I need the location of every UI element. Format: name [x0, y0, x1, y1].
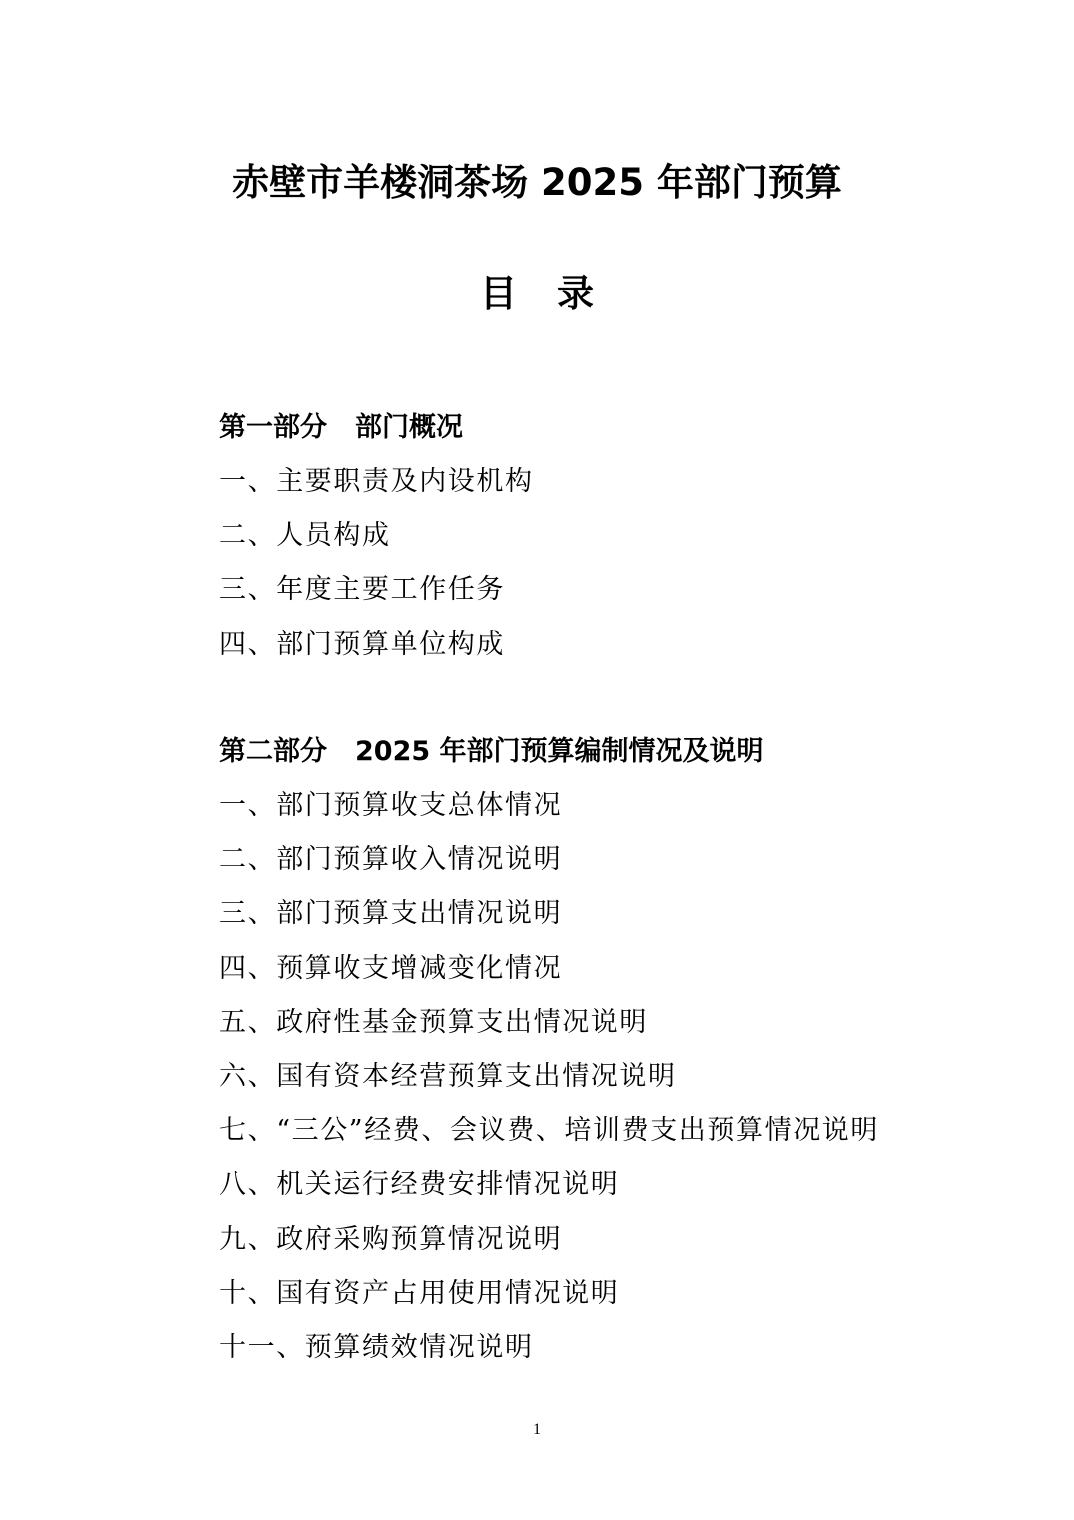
document-title: 赤壁市羊楼洞茶场 2025 年部门预算: [232, 161, 842, 204]
toc-item-2-5[interactable]: 五、政府性基金预算支出情况说明: [219, 1006, 648, 1038]
part-1-title: 部门概况: [355, 412, 463, 443]
toc-item-2-9[interactable]: 九、政府采购预算情况说明: [219, 1223, 563, 1255]
toc-item-1-2[interactable]: 二、人员构成: [219, 520, 391, 552]
part-2-title: 2025 年部门预算编制情况及说明: [355, 736, 764, 767]
toc-heading: [0, 266, 1074, 322]
toc-item-2-2[interactable]: 二、部门预算收入情况说明: [219, 844, 563, 876]
toc-item-2-6[interactable]: 六、国有资本经营预算支出情况说明: [219, 1060, 677, 1092]
toc-part-1: [219, 408, 999, 679]
toc-item-2-3[interactable]: 三、部门预算支出情况说明: [219, 898, 563, 930]
toc-item-1-4[interactable]: 四、部门预算单位构成: [219, 628, 505, 660]
part-2-label: 第二部分: [219, 736, 327, 767]
toc-heading-char-1: 目: [480, 272, 517, 315]
toc-item-2-8[interactable]: 八、机关运行经费安排情况说明: [219, 1169, 620, 1201]
part-2-heading: [219, 732, 999, 772]
toc-heading-char-2: 录: [557, 272, 594, 315]
toc-item-2-4[interactable]: 四、预算收支增减变化情况: [219, 952, 563, 984]
toc-item-1-3[interactable]: 三、年度主要工作任务: [219, 574, 505, 606]
toc-item-2-11[interactable]: 十一、预算绩效情况说明: [219, 1331, 534, 1363]
part-1-heading: [219, 408, 999, 448]
page-number: 1: [533, 1421, 541, 1438]
toc-part-2: [219, 732, 999, 1382]
part-1-label: 第一部分: [219, 412, 327, 443]
toc-item-2-1[interactable]: 一、部门预算收支总体情况: [219, 790, 563, 821]
toc-item-2-10[interactable]: 十、国有资产占用使用情况说明: [219, 1277, 620, 1309]
toc-item-2-7[interactable]: 七、“三公”经费、会议费、培训费支出预算情况说明: [219, 1115, 880, 1147]
toc-item-1-1[interactable]: 一、主要职责及内设机构: [219, 466, 534, 497]
